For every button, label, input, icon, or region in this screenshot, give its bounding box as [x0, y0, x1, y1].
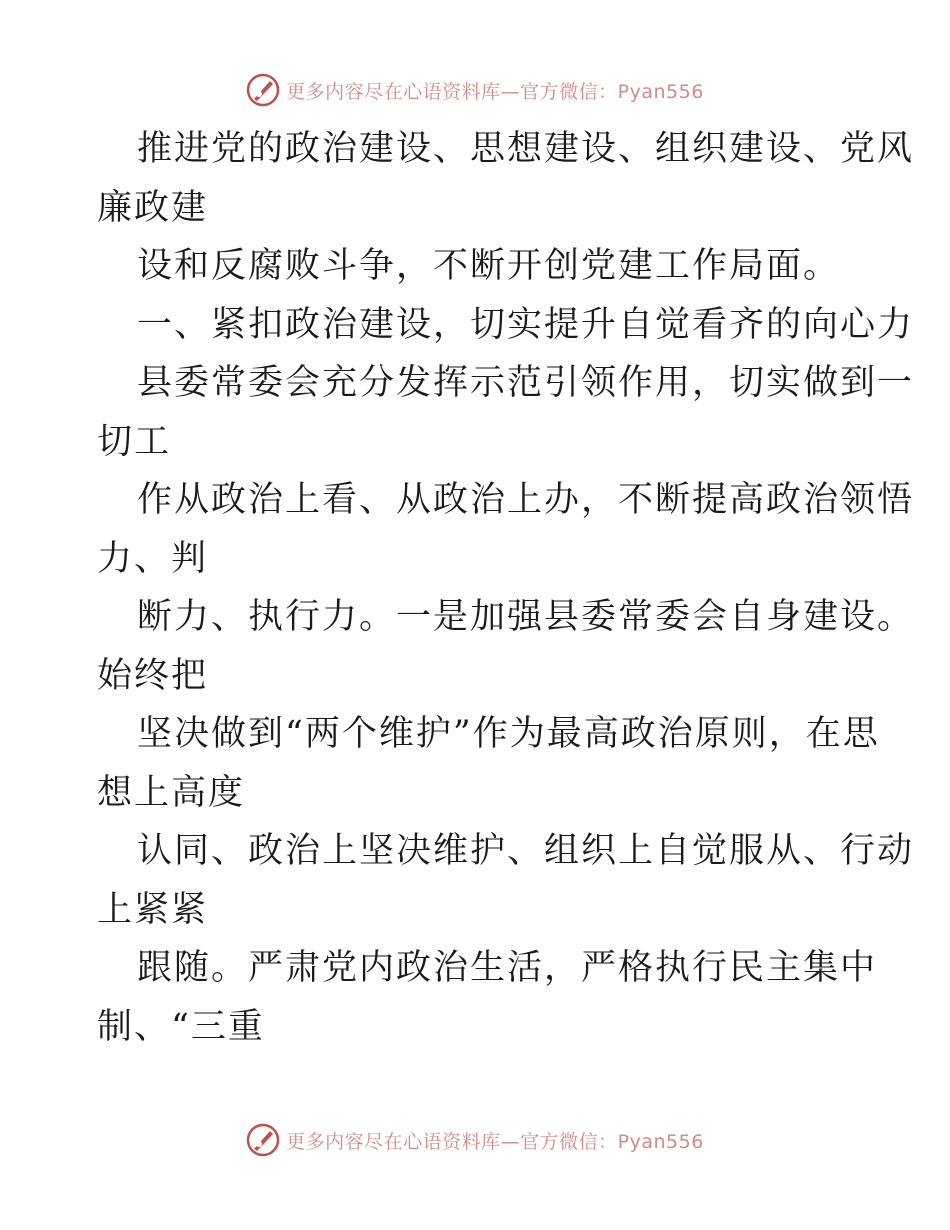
paragraph-line: 力、判 [97, 538, 209, 579]
watermark-text: 更多内容尽在心语资料库—官方微信：Pyan556 [286, 80, 704, 103]
header-watermark [0, 70, 950, 110]
footer-watermark [0, 1120, 950, 1160]
paragraph-line: 认同、政治上坚决维护、组织上自觉服从、行动 [137, 831, 915, 871]
paragraph-line: 断力、执行力。一是加强县委常委会自身建设。 [137, 597, 915, 637]
paragraph-line: 作从政治上看、从政治上办，不断提高政治领悟 [137, 480, 915, 520]
paragraph-line: 推进党的政治建设、思想建设、组织建设、党风 [137, 129, 915, 169]
watermark-text: 更多内容尽在心语资料库—官方微信：Pyan556 [286, 1130, 704, 1153]
paragraph-line: 始终把 [97, 655, 209, 696]
paragraph-line: 制、“三重 [97, 1006, 265, 1047]
paragraph-line: 廉政建 [97, 187, 209, 228]
paragraph-line: 切工 [97, 421, 172, 462]
paragraph-line: 坚决做到“两个维护”作为最高政治原则，在思 [137, 714, 880, 754]
paragraph-line: 跟随。严肃党内政治生活，严格执行民主集中 [137, 948, 878, 988]
paragraph-line: 想上高度 [97, 772, 246, 813]
document-body [97, 120, 915, 1056]
quill-logo-icon [246, 1123, 280, 1157]
section-heading-line: 一、紧扣政治建设，切实提升自觉看齐的向心力 [137, 304, 915, 345]
quill-logo-icon [246, 73, 280, 107]
paragraph-line: 上紧紧 [97, 889, 209, 930]
paragraph-line: 设和反腐败斗争，不断开创党建工作局面。 [137, 246, 841, 286]
paragraph-line: 县委常委会充分发挥示范引领作用，切实做到一 [137, 363, 915, 403]
